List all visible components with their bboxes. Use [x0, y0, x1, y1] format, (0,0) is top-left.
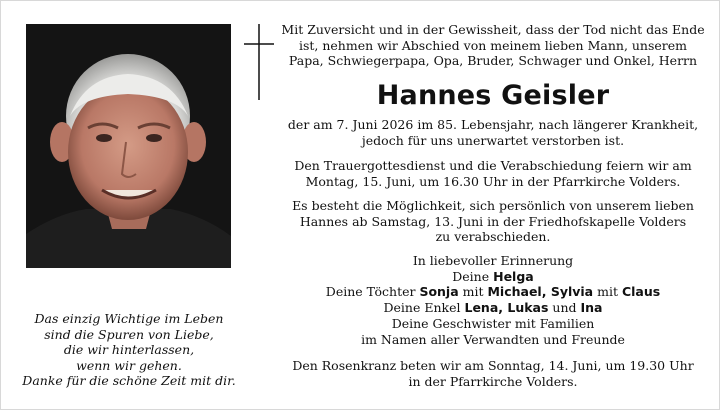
farewell-line: zu verabschieden. [435, 229, 551, 245]
quote-line: Danke für die schöne Zeit mit dir. [22, 373, 236, 389]
daughter-name: Sonja [419, 284, 459, 300]
wife-name: Helga [493, 268, 534, 284]
daughters-line: Deine Töchter Sonja mit Michael, Sylvia mit Claus [325, 284, 661, 300]
rosary-line: Den Rosenkranz beten wir am Sonntag, 14. Juni, um 19.30 Uhr [292, 358, 694, 373]
grandchild-name: Ina [580, 300, 603, 316]
quote-line: Das einzig Wichtige im Leben [34, 311, 224, 326]
rosary-notice [278, 358, 708, 389]
spouse-names: Michael, Sylvia [487, 284, 594, 300]
deceased-name: Hannes Geisler [376, 80, 610, 111]
spouse-name: Claus [621, 284, 661, 300]
quote-line: die wir hinterlassen, [63, 342, 195, 358]
service-line: Montag, 15. Juni, um 16.30 Uhr in der Pfarrkirche Volders. [305, 173, 681, 189]
grandchildren-names: Lena, Lukas [464, 300, 549, 316]
relatives-line: im Namen aller Verwandten und Freunde [361, 331, 625, 347]
farewell-notice [278, 198, 708, 245]
portrait-photo [26, 24, 231, 268]
rosary-line: in der Pfarrkirche Volders. [408, 373, 578, 389]
death-notice [278, 117, 708, 148]
siblings-line: Deine Geschwister mit Familien [391, 315, 595, 331]
intro-text [278, 22, 708, 69]
grandchildren-line: Deine Enkel Lena, Lukas und Ina [383, 300, 603, 316]
farewell-line: Hannes ab Samstag, 13. Juni in der Friedhofskapelle Volders [299, 213, 687, 229]
cross-icon [244, 24, 274, 100]
service-line: Den Trauergottesdienst und die Verabschiedung feiern wir am [294, 158, 692, 173]
wife-line: Deine Helga [452, 268, 534, 284]
quote-line: wenn wir gehen. [76, 357, 182, 373]
service-notice [278, 158, 708, 189]
death-line: der am 7. Juni 2026 im 85. Lebensjahr, nach längerer Krankheit, [287, 117, 699, 132]
intro-line: Mit Zuversicht und in der Gewissheit, dass der Tod nicht das Ende [281, 22, 705, 37]
intro-line: Papa, Schwiegerpapa, Opa, Bruder, Schwager und Onkel, Herrn [288, 53, 698, 69]
quote-line: sind die Spuren von Liebe, [44, 326, 214, 342]
memory-block [278, 253, 708, 347]
intro-line: ist, nehmen wir Abschied von meinem lieben Mann, unserem [298, 37, 688, 53]
death-line: jedoch für uns unerwartet verstorben ist. [361, 132, 625, 148]
memorial-quote [6, 311, 252, 389]
farewell-line: Es besteht die Möglichkeit, sich persönlich von unserem lieben [292, 198, 694, 213]
memory-heading: In liebevoller Erinnerung [412, 253, 574, 268]
